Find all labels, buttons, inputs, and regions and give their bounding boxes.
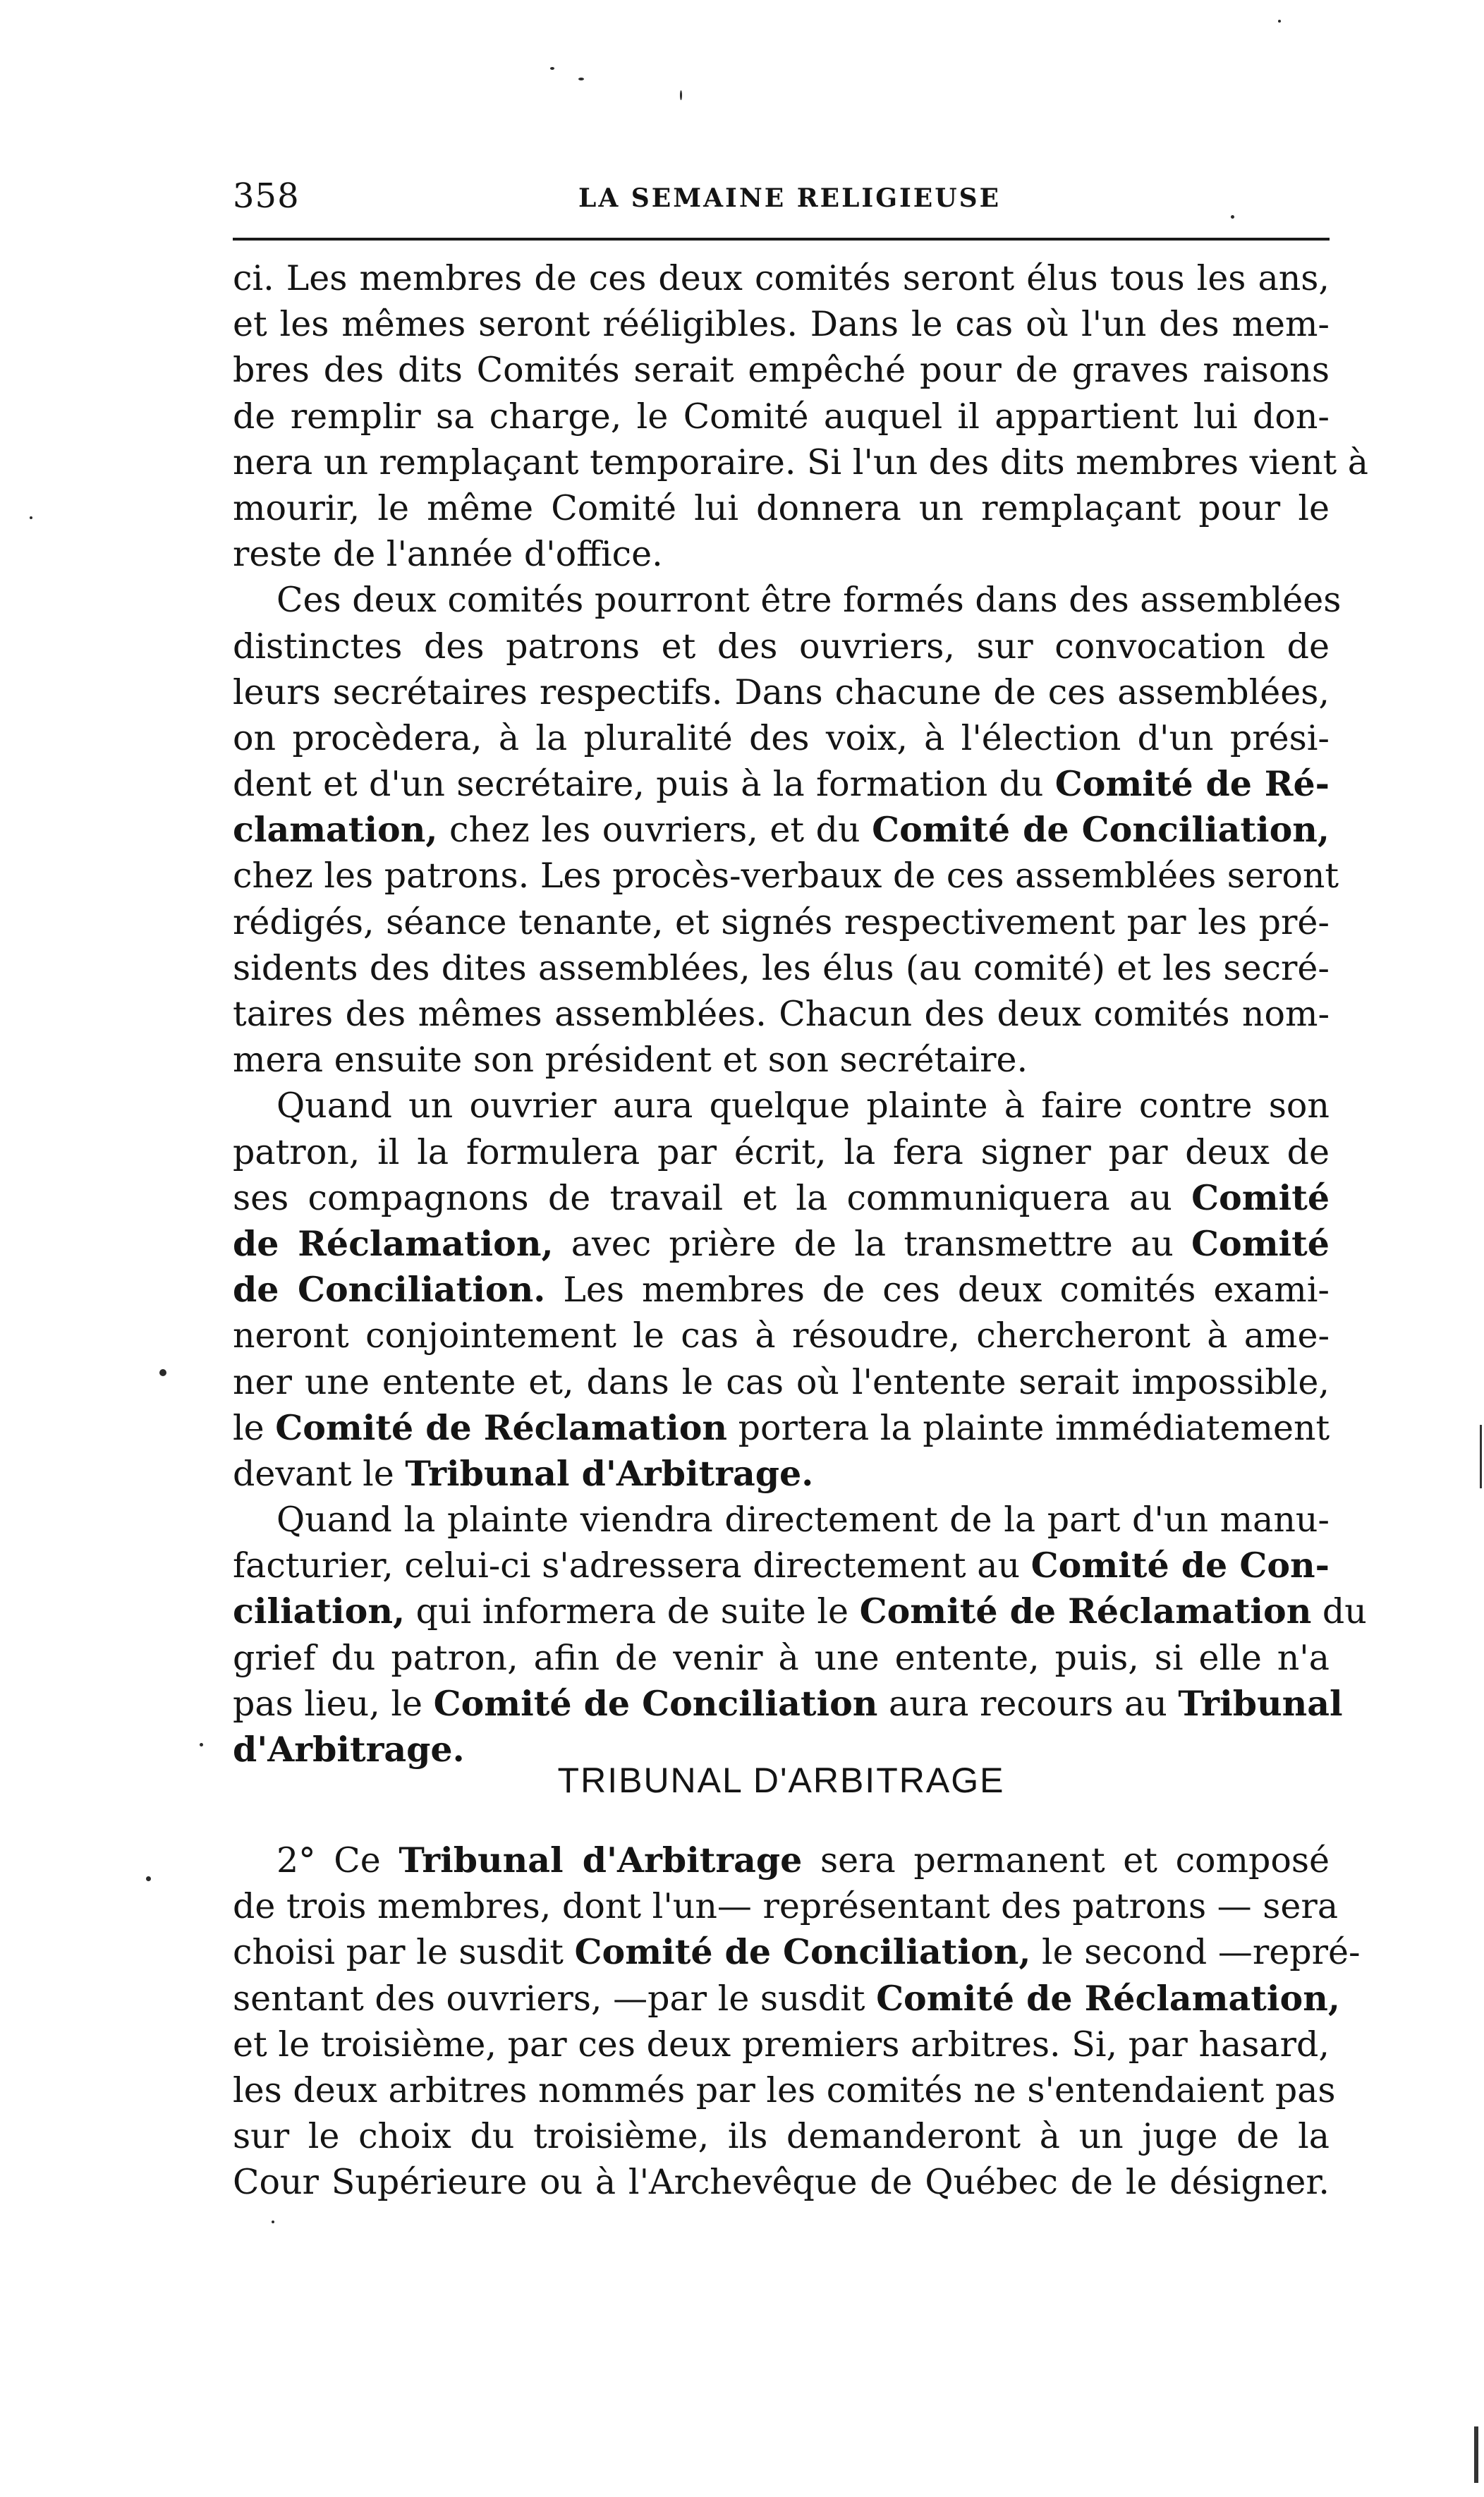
bold-term: Comité de Réclamation [275,1407,728,1448]
text-line: nera un remplaçant temporaire. Si l'un des dits membres vient à [233,442,1368,482]
text-line: de trois membres, dont l'un— représentant des patrons — sera [233,1886,1339,1927]
text-line: sidents des dites assemblées, les élus (au comité) et les secré- [233,947,1330,988]
running-title: LA SEMAINE RELIGIEUSE [578,183,1002,213]
text-line: Cour Supérieure ou à l'Archevêque de Québec de le désigner. [233,2162,1330,2203]
bold-term: d'Arbitrage. [233,1729,465,1770]
text-line: mera ensuite son président et son secrétaire. [233,1040,1028,1081]
text-line: sur le choix du troisième, ils demanderont à un juge de la [233,2116,1330,2157]
scan-speck [159,1369,166,1376]
text-line: on procèdera, à la pluralité des voix, à l'élection d'un prési- [233,717,1330,758]
text-line: ci. Les membres de ces deux comités seront élus tous les ans, [233,258,1330,298]
text-line: le Comité de Réclamation portera la plainte immédiatement [233,1407,1330,1448]
scan-edge-mark [1480,1425,1482,1488]
text-line: patron, il la formulera par écrit, la fera signer par deux de [233,1131,1330,1172]
bold-term: Comité [1191,1177,1330,1218]
text-line: chez les patrons. Les procès-verbaux de ces assemblées seront [233,856,1339,897]
page-number: 358 [233,176,300,216]
bold-term: Comité de Con- [1030,1545,1330,1586]
bold-term: ciliation, [233,1591,406,1632]
text-line: bres des dits Comités serait empêché pour de graves raisons [233,350,1330,391]
bold-term: Tribunal d'Arbitrage. [405,1452,814,1494]
text-line: de remplir sa charge, le Comité auquel il appartient lui don- [233,396,1330,437]
text-line: rédigés, séance tenante, et signés respectivement par les pré- [233,901,1330,942]
text-line: dent et d'un secrétaire, puis à la formation du Comité de Ré- [233,763,1330,805]
text-line: grief du patron, afin de venir à une entente, puis, si elle n'a [233,1637,1330,1678]
bold-term: Comité de Conciliation, [574,1931,1031,1973]
text-line: ciliation, qui informera de suite le Comité de Réclamation du [233,1591,1367,1632]
bold-term: de Réclamation, [233,1222,554,1264]
text-line: neront conjointement le cas à résoudre, chercheront à ame- [233,1316,1330,1356]
text-line: distinctes des patrons et des ouvriers, sur convocation de [233,626,1330,667]
scan-speck [550,67,554,70]
bold-term: Comité de Réclamation, [876,1977,1340,2019]
text-line: facturier, celui-ci s'adressera directement au Comité de Con- [233,1545,1330,1586]
scan-speck [272,2220,274,2223]
bold-term: Comité de Réclamation [859,1591,1312,1632]
header-rule [233,238,1330,241]
scan-speck [1231,215,1234,219]
scan-edge-mark [1474,2426,1478,2483]
bold-term: Tribunal [1178,1682,1343,1724]
scan-speck [146,1876,151,1881]
running-head [233,176,1330,226]
text-line: choisi par le susdit Comité de Conciliation, le second —repré- [233,1931,1361,1973]
text-line: clamation, chez les ouvriers, et du Comité de Conciliation, [233,809,1330,851]
bold-term: Comité [1191,1222,1330,1264]
scan-speck [680,90,682,100]
scan-speck [578,78,584,80]
text-line: Quand un ouvrier aura quelque plainte à faire contre son [276,1086,1330,1126]
scan-speck [1278,20,1281,23]
text-line: Ces deux comités pourront être formés dans des assemblées [276,580,1342,621]
text-line: ner une entente et, dans le cas où l'entente serait impossible, [233,1361,1330,1402]
bold-term: clamation, [233,809,438,851]
scan-speck [200,1743,203,1746]
text-line: sentant des ouvriers, —par le susdit Comité de Réclamation, [233,1977,1340,2019]
text-line: 2° Ce Tribunal d'Arbitrage sera permanent et composé [276,1840,1330,1881]
text-line: et le troisième, par ces deux premiers arbitres. Si, par hasard, [233,2024,1330,2065]
text-line: les deux arbitres nommés par les comités ne s'entendaient pas [233,2070,1336,2110]
bold-term: Tribunal d'Arbitrage [399,1840,803,1881]
text-line: de Conciliation. Les membres de ces deux comités exami- [233,1269,1330,1311]
body-text [233,255,1368,1773]
text-line: Quand la plainte viendra directement de la part d'un manu- [276,1500,1330,1541]
text-line: devant le Tribunal d'Arbitrage. [233,1452,814,1494]
text-line: et les mêmes seront rééligibles. Dans le cas où l'un des mem- [233,304,1330,345]
scan-speck [30,516,32,519]
section-heading: TRIBUNAL D'ARBITRAGE [557,1761,1005,1800]
bold-term: Comité de Conciliation [433,1682,878,1724]
text-line: reste de l'année d'office. [233,534,663,575]
text-line: ses compagnons de travail et la communiquera au Comité [233,1177,1330,1218]
body-text-section [233,1837,1361,2206]
bold-term: de Conciliation. [233,1269,546,1311]
text-line: pas lieu, le Comité de Conciliation aura recours au Tribunal [233,1682,1343,1724]
bold-term: Comité de Ré- [1054,763,1330,805]
text-line: mourir, le même Comité lui donnera un remplaçant pour le [233,487,1330,528]
text-line: de Réclamation, avec prière de la transmettre au Comité [233,1222,1330,1264]
bold-term: Comité de Conciliation, [872,809,1330,851]
text-line: leurs secrétaires respectifs. Dans chacune de ces assemblées, [233,672,1330,712]
text-line: taires des mêmes assemblées. Chacun des deux comités nom- [233,994,1330,1034]
